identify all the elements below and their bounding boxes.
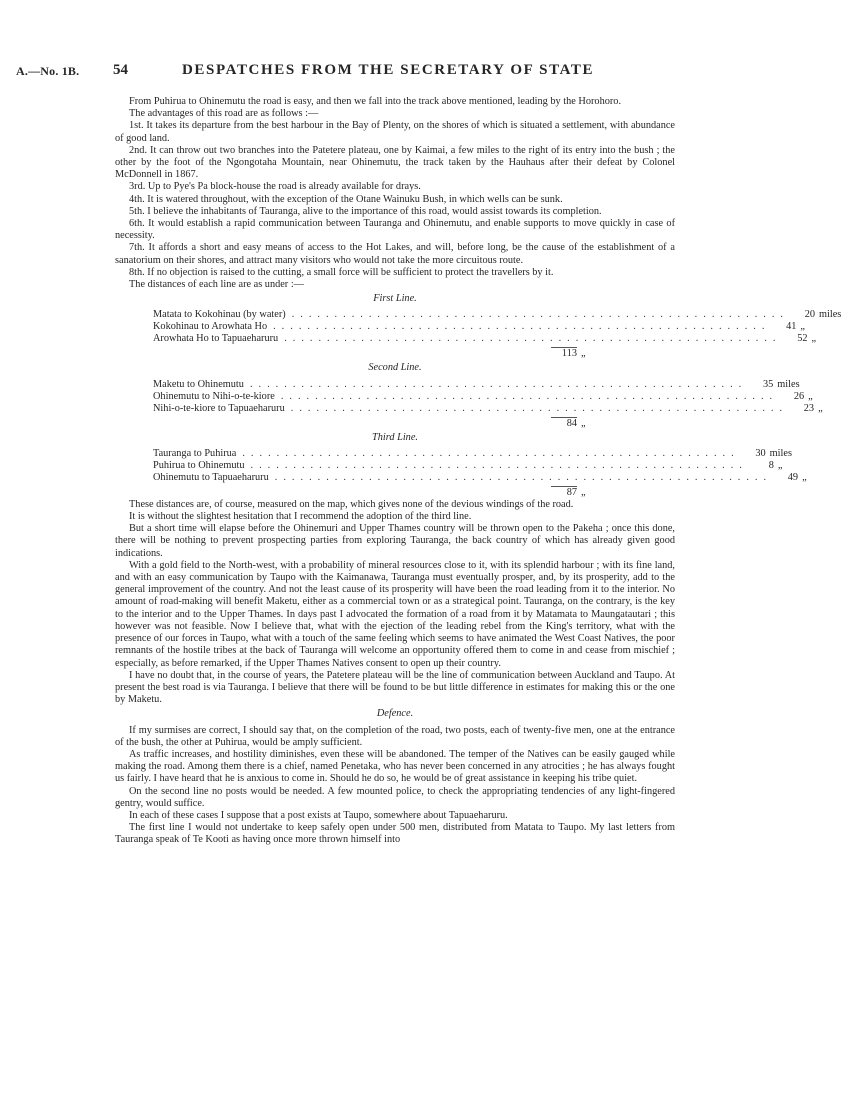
distance-table (153, 447, 807, 499)
paragraph: In each of these cases I suppose that a post exists at Taupo, somewhere about Tapuaeharuru. (129, 809, 508, 821)
leader-dots: .......................................................... (280, 390, 779, 402)
route-name: Puhirua to Ohinemutu (153, 459, 245, 471)
distance-unit: „ (581, 348, 586, 360)
section-heading: Defence. (376, 708, 414, 720)
paragraph: From Puhirua to Ohinemutu the road is easy, and then we fall into the track above mentioned, leading by the Horohoro. (129, 96, 622, 107)
paragraph: 6th. It would establish a rapid communication between Tauranga and Ohinemutu, and enable supports to move quickly in case of necessity. (115, 218, 675, 242)
table-row (153, 459, 783, 472)
route-name: Matata to Kokohinau (by water) (153, 309, 286, 321)
route-name: Ohinemutu to Tapuaeharuru (153, 471, 269, 483)
distance-table (153, 378, 823, 430)
paragraph: 8th. If no objection is raised to the cutting, a small force will be sufficient to protect the travellers by it. (129, 266, 554, 278)
route-distance: 26 (793, 390, 805, 402)
leader-dots: .......................................................... (250, 459, 748, 471)
line-total: 84 (551, 417, 577, 430)
table-row (153, 309, 842, 321)
paragraph: These distances are, of course, measured on the map, which gives none of the devious windings of the road. (129, 498, 574, 510)
distance-unit: „ (802, 471, 807, 483)
paragraph: 2nd. It can throw out two branches into the Patetere plateau, one by Kaimai, a few miles to the right of its entry into the bush ; the other by the foot of the Ngongotaha Mountain, near Ohinemutu, the track taken by the Hauhaus after their defeat by Colonel McDonnell in 1867. (115, 144, 675, 181)
leader-dots: .......................................................... (242, 447, 740, 459)
distance-unit: „ (808, 390, 813, 402)
running-title: DESPATCHES FROM THE SECRETARY OF STATE (182, 62, 595, 78)
distance-unit: „ (818, 402, 823, 414)
distance-unit: „ (581, 417, 586, 429)
distance-table (153, 309, 842, 360)
line-total: 87 (551, 486, 577, 499)
paragraph: 5th. I believe the inhabitants of Tauranga, alive to the importance of this road, would assist towards its completion. (129, 205, 602, 217)
distance-unit: miles (777, 378, 800, 390)
route-distance: 41 (786, 321, 797, 333)
route-distance: 52 (797, 333, 808, 345)
paragraph: The distances of each line are as under :— (129, 279, 304, 291)
paragraph: 1st. It takes its departure from the best harbour in the Bay of Plenty, on the shores of which is situated a settlement, with abundance of good land. (115, 120, 675, 144)
line-heading: Third Line. (372, 431, 418, 443)
line-total: 113 (551, 347, 577, 360)
leader-dots: .......................................................... (274, 471, 773, 483)
table-row (153, 471, 807, 484)
route-distance: 30 (755, 447, 766, 459)
route-name: Tauranga to Puhirua (153, 447, 237, 459)
leader-dots: .......................................................... (273, 321, 771, 333)
page-header (10, 62, 675, 84)
table-row (153, 390, 813, 403)
distance-unit: miles (769, 447, 792, 459)
page-number: 54 (113, 62, 128, 78)
route-distance: 49 (787, 471, 799, 483)
distance-unit: „ (777, 459, 783, 471)
leader-dots: .......................................................... (291, 309, 789, 321)
table-row (153, 333, 817, 345)
paragraph: On the second line no posts would be needed. A few mounted police, to check the appropriating tendencies of any light-fingered gentry, would suffice. (115, 785, 675, 809)
route-name: Nihi-o-te-kiore to Tapuaeharuru (153, 402, 285, 414)
table-row (153, 321, 805, 333)
paragraph: With a gold field to the North-west, with a probability of mineral resources close to it, with its splendid harbour ; with its fine land, and with an easy communication by Taupo with the Kaimanawa, Tauranga must eventually prosper, and, by its prosperity, add to the general improvement of the country. And not the least cause of its prosperity will have been the road leading from it to the interior. No amount of road-making will benefit Maketu, either as a commercial town or as a strategical point. Tauranga, on the contrary, is the key to the interior and to the Upper Thames. In days past I advocated the formation of a road from it by Matamata to Maungatautari ; this however was not feasible. Now I believe that, what with the ejection of the leading rebel from the King's territory, what with the presence of our forces in Taupo, what with a touch of the same feeling which seems to have animated the West Coast Natives, the poor remnants of the hostile tribes at the back of Tauranga will welcome an opportunity offered them to come in and cease from mischief ; especially, as before remarked, if the Upper Thames Natives consent to open up their country. (115, 559, 675, 669)
table-row (153, 402, 823, 415)
table-row (153, 447, 792, 460)
paragraph: The first line I would not undertake to keep safely open under 500 men, distributed from Matata to Taupo. My last letters from Tauranga speak of Te Kooti as having once more thrown himself into (115, 822, 675, 846)
table-total-row (153, 484, 615, 499)
distance-unit: „ (581, 486, 586, 498)
body-text (115, 96, 842, 847)
paragraph: It is without the slightest hesitation that I recommend the adoption of the third line. (129, 511, 472, 523)
distance-unit: „ (811, 333, 817, 345)
route-distance: 23 (803, 402, 815, 414)
route-name: Kokohinau to Arowhata Ho (153, 321, 268, 333)
paragraph: 4th. It is watered throughout, with the exception of the Otane Wainuku Bush, in which wells can be sunk. (129, 193, 563, 205)
paragraph: The advantages of this road are as follows :— (129, 108, 319, 120)
leader-dots: .......................................................... (284, 333, 782, 345)
table-row (153, 378, 800, 391)
table-total-row (153, 415, 615, 430)
paragraph: If my surmises are correct, I should say that, on the completion of the road, two posts, each of twenty-five men, one at the entrance of the bush, the other at Puhirua, would be amply sufficient. (115, 724, 675, 748)
table-total-row (153, 345, 615, 360)
paragraph: 7th. It affords a short and easy means of access to the Hot Lakes, and will, before long, be the cause of the establishment of a sanatorium on their shores, and attract many visitors who would not take the more circuitous route. (115, 242, 675, 266)
route-distance: 20 (804, 309, 815, 321)
distance-unit: miles (819, 309, 842, 321)
paragraph: But a short time will elapse before the Ohinemuri and Upper Thames country will be thrown open to the Pakeha ; once this done, there will be nothing to prevent prospecting parties from exploring Tauranga, the back country of which has already given good indications. (115, 523, 675, 559)
paragraph: 3rd. Up to Pye's Pa block-house the road is already available for drays. (129, 181, 421, 193)
paragraph: I have no doubt that, in the course of years, the Patetere plateau will be the line of communication between Auckland and Taupo. At present the best road is via Tauranga. I believe that there will be found to be but little difference in estimates for making this or the one by Maketu. (115, 669, 675, 706)
line-heading: First Line. (373, 293, 417, 305)
paper-reference: A.—No. 1B. (16, 64, 80, 78)
paragraph: As traffic increases, and hostility diminishes, even these will be abandoned. The temper of the Natives can be easily gauged while making the road. Among them there is a chief, named Penetaka, who has never been concerned in any atrocities ; he has always fought us fairly. I have heard that he is anxious to come in. Should he do so, he would be of great assistance in keeping his tribe quiet. (115, 748, 675, 785)
route-name: Arowhata Ho to Tapuaeharuru (153, 333, 279, 345)
leader-dots: .......................................................... (249, 378, 748, 390)
route-name: Ohinemutu to Nihi-o-te-kiore (153, 390, 275, 402)
line-heading: Second Line. (368, 362, 422, 374)
distance-unit: „ (800, 321, 805, 333)
route-distance: 35 (762, 378, 774, 390)
leader-dots: .......................................................... (290, 402, 789, 414)
route-name: Maketu to Ohinemutu (153, 378, 244, 390)
route-distance: 8 (768, 459, 774, 471)
